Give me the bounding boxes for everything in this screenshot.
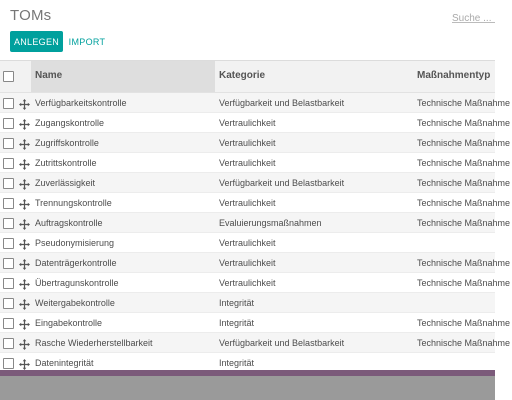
import-button[interactable]: IMPORT [66,31,108,52]
row-checkbox[interactable] [3,138,14,149]
cell-massnahmentyp: Technische Maßnahme [417,98,511,108]
row-checkbox[interactable] [3,278,14,289]
cell-kategorie: Vertraulichkeit [219,258,276,268]
drag-handle-icon[interactable] [19,237,30,248]
drag-handle-icon[interactable] [19,117,30,128]
control-panel [0,0,495,60]
row-checkbox[interactable] [3,338,14,349]
column-header-kategorie-label: Kategorie [219,70,266,81]
cell-kategorie: Verfügbarkeit und Belastbarkeit [219,98,345,108]
row-checkbox[interactable] [3,98,14,109]
cell-name: Zutrittskontrolle [35,158,97,168]
drag-handle-icon[interactable] [19,197,30,208]
table-row[interactable] [0,213,511,233]
cell-kategorie: Integrität [219,298,255,308]
cell-name: Verfügbarkeitskontrolle [35,98,127,108]
cell-massnahmentyp [417,233,495,253]
table-row[interactable] [0,313,511,333]
search-box[interactable] [452,8,495,23]
row-checkbox[interactable] [3,298,14,309]
table-row[interactable] [0,133,511,153]
row-checkbox[interactable] [3,258,14,269]
cell-name: Zugriffskontrolle [35,138,99,148]
cell-massnahmentyp: Technische Maßnahme [417,258,511,268]
list-table [0,61,511,373]
cell-kategorie: Evaluierungsmaßnahmen [219,218,322,228]
drag-handle-icon[interactable] [19,177,30,188]
row-checkbox[interactable] [3,218,14,229]
table-row[interactable] [0,233,495,253]
cell-kategorie: Vertraulichkeit [219,118,276,128]
column-header-massnahmentyp-label: Maßnahmentyp [417,70,491,81]
cell-massnahmentyp [417,293,495,313]
drag-handle-icon[interactable] [19,257,30,268]
cell-name: Übertragunskontrolle [35,278,119,288]
cell-massnahmentyp: Technische Maßnahme [417,138,511,148]
row-checkbox[interactable] [3,318,14,329]
column-header-kategorie[interactable] [219,61,409,92]
table-row[interactable] [0,173,511,193]
cell-kategorie: Vertraulichkeit [219,278,276,288]
drag-handle-icon[interactable] [19,97,30,108]
drag-handle-icon[interactable] [19,277,30,288]
table-row[interactable] [0,333,511,353]
table-row[interactable] [0,273,511,293]
row-checkbox[interactable] [3,158,14,169]
cell-massnahmentyp: Technische Maßnahme [417,158,511,168]
column-header-name[interactable] [31,61,215,92]
cell-kategorie: Vertraulichkeit [219,158,276,168]
cell-name: Pseudonymisierung [35,238,115,248]
cell-kategorie: Verfügbarkeit und Belastbarkeit [219,178,345,188]
cell-massnahmentyp: Technische Maßnahme [417,178,511,188]
cell-massnahmentyp: Technische Maßnahme [417,278,511,288]
page-title: TOMs [10,7,52,24]
cell-massnahmentyp: Technische Maßnahme [417,218,511,228]
cell-name: Datenträgerkontrolle [35,258,117,268]
drag-handle-icon[interactable] [19,137,30,148]
table-row[interactable] [0,153,511,173]
cell-name: Zugangskontrolle [35,118,105,128]
table-row[interactable] [0,253,511,273]
cell-name: Zuverlässigkeit [35,178,96,188]
row-checkbox[interactable] [3,178,14,189]
drag-handle-icon[interactable] [19,297,30,308]
cell-name: Eingabekontrolle [35,318,103,328]
cell-massnahmentyp: Technische Maßnahme [417,198,511,208]
cell-name: Datenintegrität [35,358,94,368]
row-checkbox[interactable] [3,238,14,249]
cell-name: Auftragskontrolle [35,218,103,228]
cell-kategorie: Integrität [219,358,255,368]
select-all-checkbox[interactable] [3,71,14,82]
cell-name: Rasche Wiederherstellbarkeit [35,338,153,348]
table-row[interactable] [0,113,511,133]
cell-kategorie: Integrität [219,318,255,328]
table-body [0,93,511,373]
footer-area [0,376,495,400]
table-row[interactable] [0,93,511,113]
cell-massnahmentyp: Technische Maßnahme [417,338,511,348]
cell-kategorie: Vertraulichkeit [219,238,276,248]
drag-handle-icon[interactable] [19,317,30,328]
drag-handle-icon[interactable] [19,217,30,228]
row-checkbox[interactable] [3,118,14,129]
cell-massnahmentyp: Technische Maßnahme [417,118,511,128]
cell-kategorie: Verfügbarkeit und Belastbarkeit [219,338,345,348]
row-checkbox[interactable] [3,358,14,369]
drag-handle-icon[interactable] [19,337,30,348]
table-row[interactable] [0,293,495,313]
drag-handle-icon[interactable] [19,157,30,168]
cell-kategorie: Vertraulichkeit [219,138,276,148]
drag-handle-icon[interactable] [19,357,30,368]
row-checkbox[interactable] [3,198,14,209]
column-header-name-label: Name [35,70,63,81]
cell-name: Weitergabekontrolle [35,298,115,308]
create-button[interactable]: ANLEGEN [10,31,63,52]
cell-kategorie: Vertraulichkeit [219,198,276,208]
table-header [0,61,495,93]
search-input[interactable] [452,12,512,26]
cell-massnahmentyp: Technische Maßnahme [417,318,511,328]
cell-name: Trennungskontrolle [35,198,112,208]
table-row[interactable] [0,193,511,213]
column-header-massnahmentyp[interactable] [417,61,495,92]
